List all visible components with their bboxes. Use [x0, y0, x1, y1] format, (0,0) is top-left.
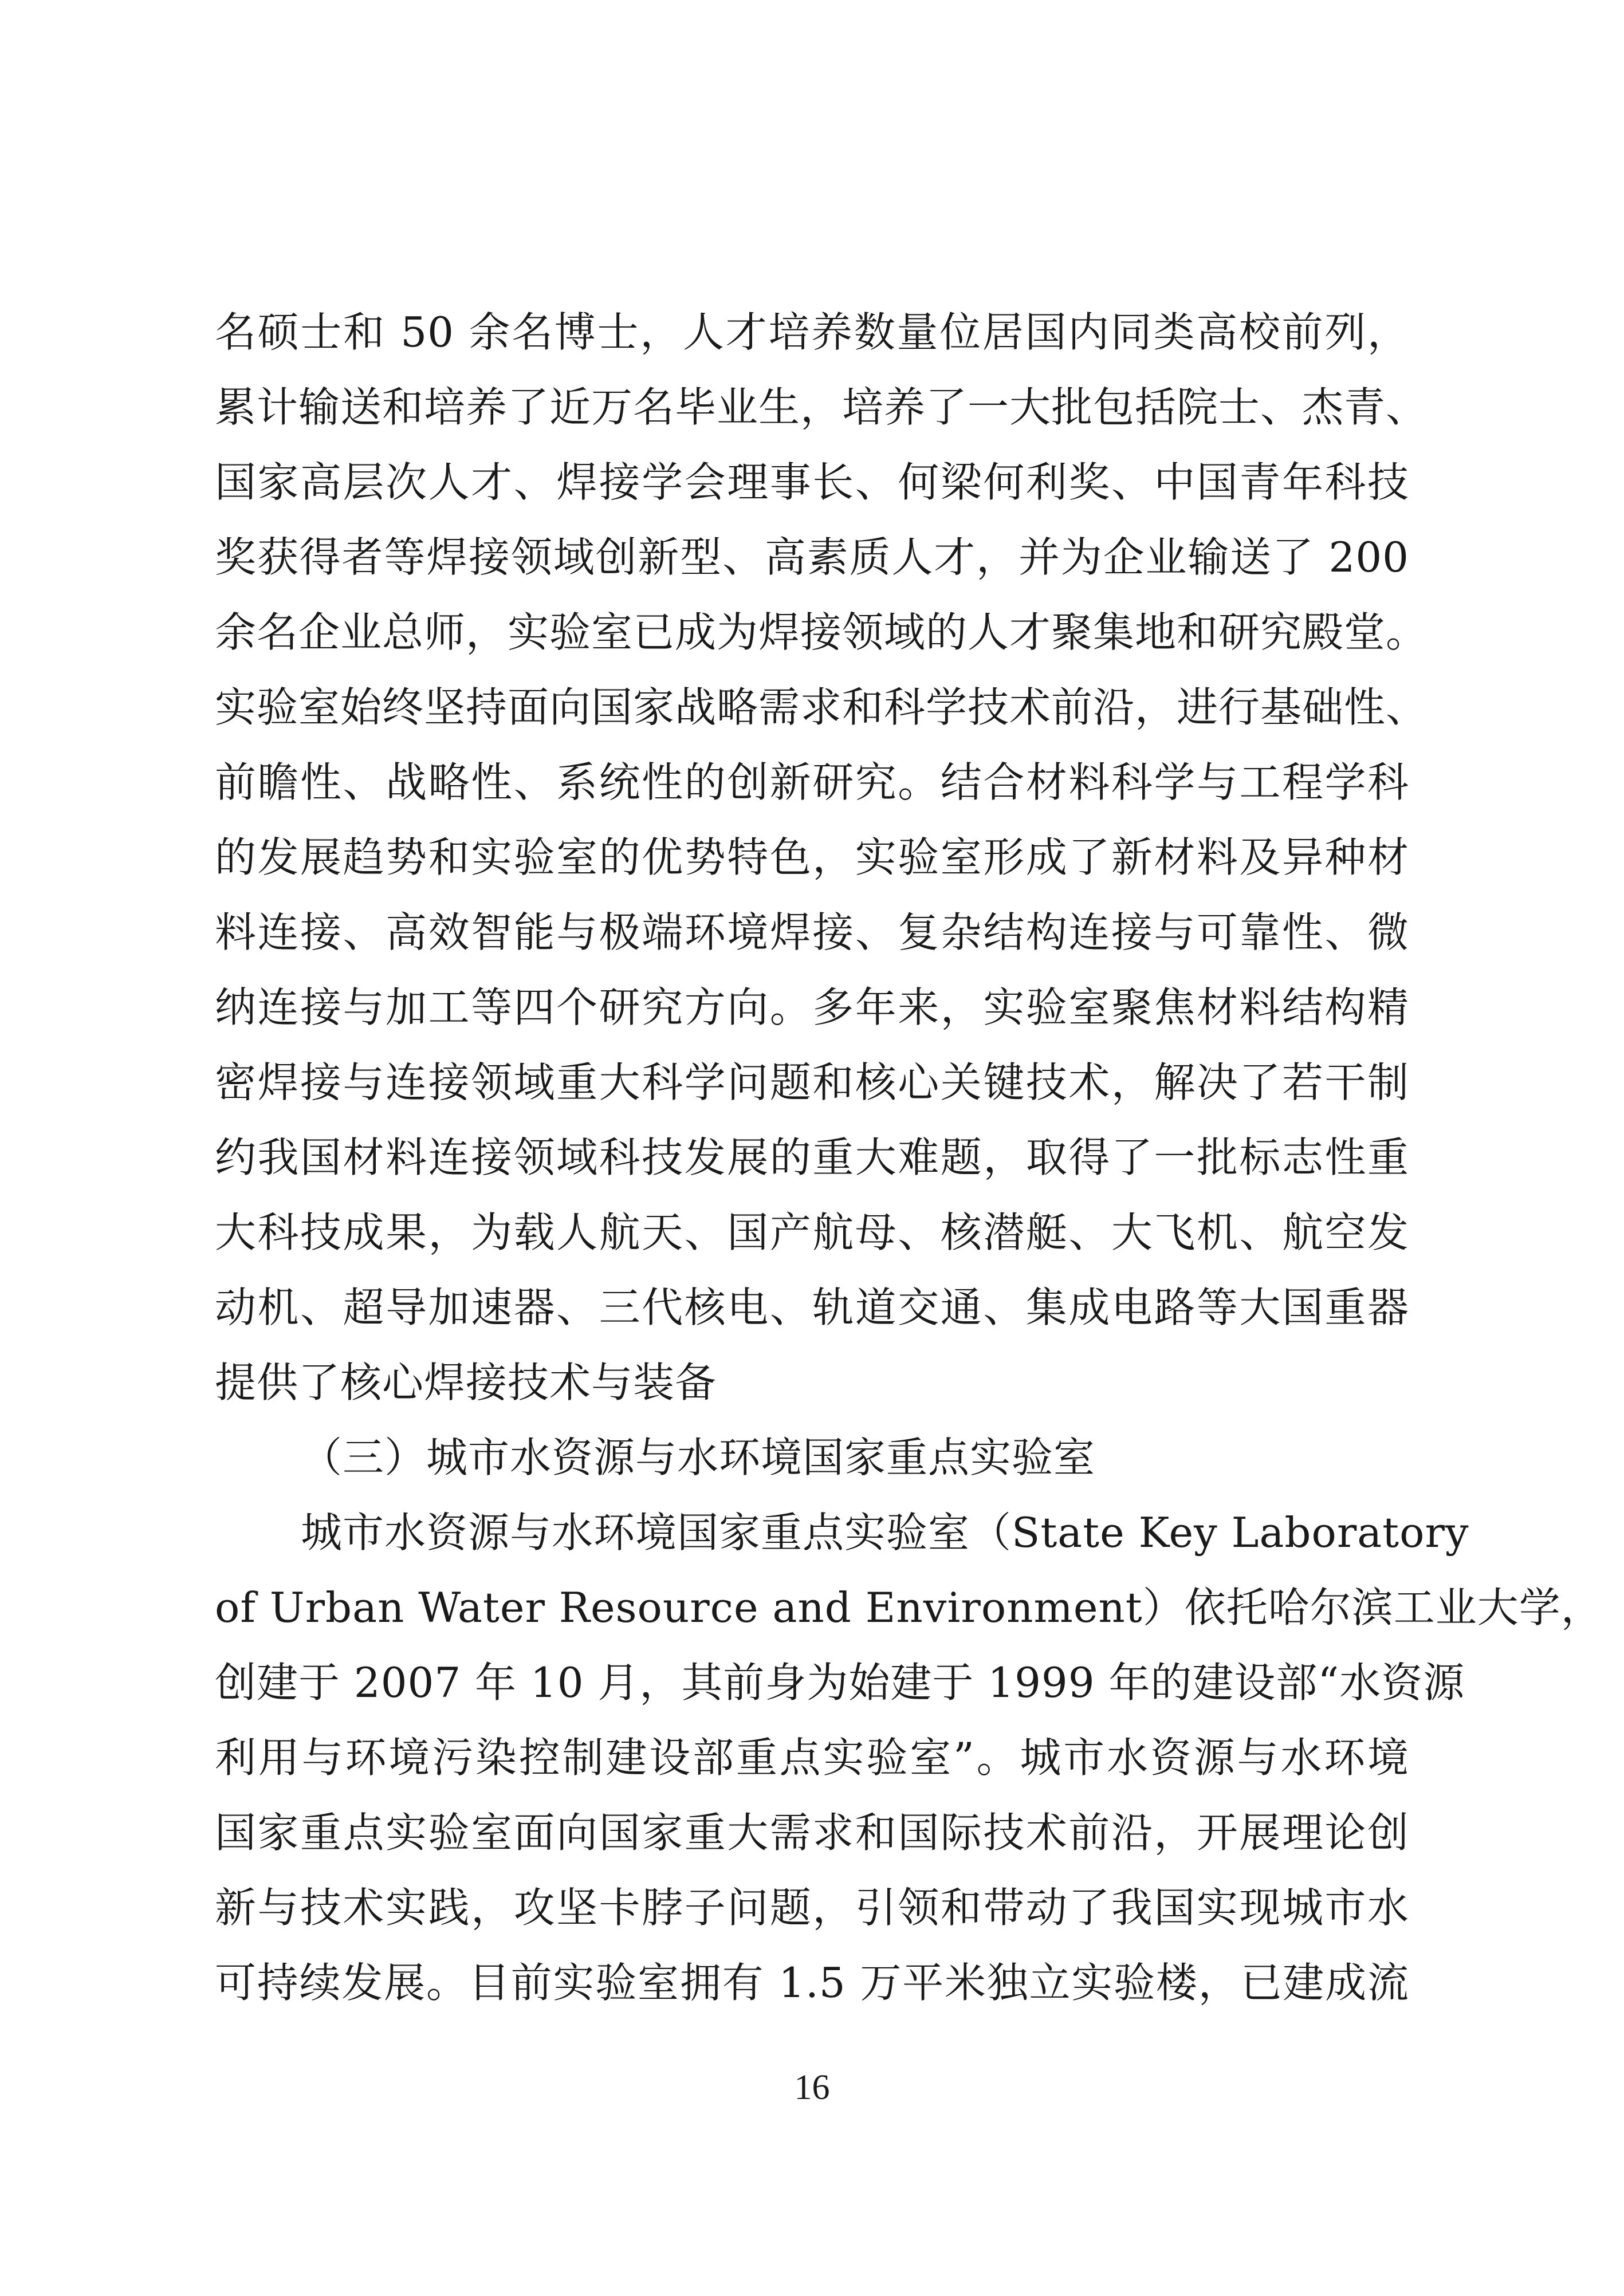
text-line: 创建于 2007 年 10 月，其前身为始建于 1999 年的建设部“水资源 — [215, 1659, 1465, 1707]
text-line: 动机、超导加速器、三代核电、轨道交通、集成电路等大国重器 — [215, 1283, 1409, 1332]
text-line: 利用与环境污染控制建设部重点实验室”。城市水资源与水环境 — [215, 1734, 1409, 1782]
text-line: of Urban Water Resource and Environment）依托哈尔滨工业大学， — [215, 1584, 1603, 1632]
text-line: 纳连接与加工等四个研究方向。多年来，实验室聚焦材料结构精 — [215, 983, 1409, 1031]
text-line: 可持续发展。目前实验室拥有 1.5 万平米独立实验楼，已建成流 — [215, 1959, 1409, 2007]
text-line: 国家高层次人才、焊接学会理事长、何梁何利奖、中国青年科技 — [215, 458, 1409, 506]
section-heading: （三）城市水资源与水环境国家重点实验室 — [301, 1433, 1096, 1482]
text-line: 提供了核心焊接技术与装备 — [215, 1358, 717, 1407]
body-text — [215, 295, 1603, 2021]
text-line: 大科技成果，为载人航天、国产航母、核潜艇、大飞机、航空发 — [215, 1208, 1409, 1257]
paragraph-first-line: 城市水资源与水环境国家重点实验室（State Key Laboratory — [301, 1509, 1469, 1557]
text-line: 约我国材料连接领域科技发展的重大难题，取得了一批标志性重 — [215, 1133, 1409, 1182]
text-line: 的发展趋势和实验室的优势特色，实验室形成了新材料及异种材 — [215, 833, 1409, 881]
text-line: 密焊接与连接领域重大科学问题和核心关键技术，解决了若干制 — [215, 1058, 1409, 1106]
text-line: 奖获得者等焊接领域创新型、高素质人才，并为企业输送了 200 — [215, 533, 1409, 581]
text-line: 新与技术实践，攻坚卡脖子问题，引领和带动了我国实现城市水 — [215, 1884, 1409, 1932]
text-line: 前瞻性、战略性、系统性的创新研究。结合材料科学与工程学科 — [215, 758, 1409, 806]
text-line: 余名企业总师，实验室已成为焊接领域的人才聚集地和研究殿堂。 — [215, 608, 1428, 656]
text-line: 料连接、高效智能与极端环境焊接、复杂结构连接与可靠性、微 — [215, 908, 1409, 956]
text-line: 国家重点实验室面向国家重大需求和国际技术前沿，开展理论创 — [215, 1809, 1409, 1857]
text-line: 实验室始终坚持面向国家战略需求和科学技术前沿，进行基础性、 — [215, 683, 1428, 731]
text-line: 累计输送和培养了近万名毕业生，培养了一大批包括院士、杰青、 — [215, 383, 1428, 431]
text-line: 名硕士和 50 余名博士，人才培养数量位居国内同类高校前列， — [215, 308, 1409, 356]
page-number: 16 — [794, 2068, 830, 2107]
